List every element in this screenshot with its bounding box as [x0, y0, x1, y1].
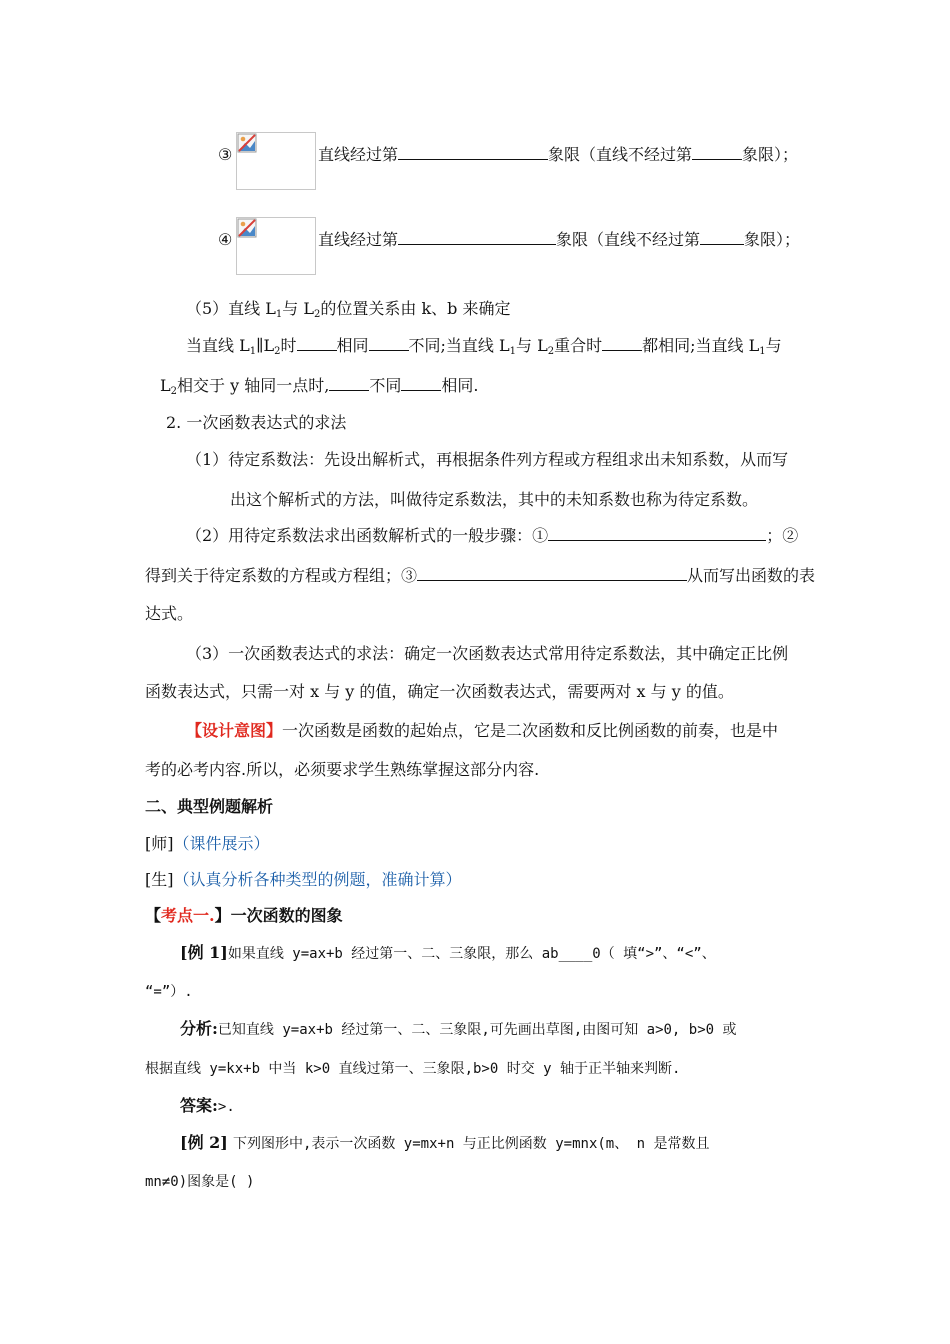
broken-image-icon — [236, 132, 316, 190]
fill-blank[interactable] — [417, 566, 687, 581]
broken-image-icon — [236, 217, 316, 275]
fill-blank[interactable] — [297, 336, 337, 351]
method-1-line-2: 出这个解析式的方法，叫做待定系数法，其中的未知系数也称为待定系数。 — [230, 490, 759, 509]
analysis-line-2: 根据直线 y=kx+b 中当 k>0 直线过第一、三象限,b>0 时交 y 轴于正半轴来判断. — [145, 1061, 681, 1077]
item-3-middle: 象限（直线不经过第 — [548, 145, 693, 164]
subsection-title: 2. 一次函数表达式的求法 — [166, 413, 347, 432]
item-4-prefix: 直线经过第 — [318, 230, 399, 249]
method-2-line-1: （2）用待定系数法求出函数解析式的一般步骤：① ；② — [186, 526, 799, 545]
teacher-line: [师]（课件展示） — [145, 834, 270, 853]
method-3-line-2: 函数表达式，只需一对 x 与 y 的值，确定一次函数表达式，需要两对 x 与 y 的值。 — [145, 682, 734, 701]
method-2-line-3: 达式。 — [145, 604, 194, 623]
point-5-line-2: $L_2$相交于 y 轴同一点时, 不同 相同. — [160, 376, 479, 397]
fill-blank[interactable] — [329, 376, 369, 391]
student-line: [生]（认真分析各种类型的例题，准确计算） — [145, 870, 462, 889]
fill-blank[interactable] — [401, 376, 441, 391]
design-intent-line-2: 考的必考内容.所以，必须要求学生熟练掌握这部分内容. — [145, 760, 540, 779]
fill-blank[interactable] — [398, 230, 556, 245]
item-4-middle: 象限（直线不经过第 — [556, 230, 701, 249]
design-intent-line-1: 【设计意图】一次函数是函数的起始点，它是二次函数和反比例函数的前奏，也是中 — [186, 721, 779, 740]
design-intent-label: 【设计意图】 — [186, 721, 283, 740]
method-2-line-2: 得到关于待定系数的方程或方程组；③ 从而写出函数的表 — [145, 566, 816, 585]
example-2-line-1: [例 2] 下列图形中,表示一次函数 y=mx+n 与正比例函数 y=mnx(m、 n 是常数且 — [180, 1133, 710, 1152]
item-3-suffix: 象限）； — [742, 145, 799, 164]
fill-blank[interactable] — [369, 336, 409, 351]
item-3-text — [318, 145, 798, 165]
example-2-line-2: mn≠0)图象是( ) — [145, 1174, 255, 1190]
example-1-line-1: [例 1]如果直线 y=ax+b 经过第一、二、三象限，那么 ab____0（ 填“>”、“<”、 — [180, 943, 716, 962]
fill-blank[interactable] — [548, 526, 766, 541]
analysis-line-1: 分析:已知直线 y=ax+b 经过第一、二、三象限,可先画出草图,由图可知 a>0, b>0 或 — [180, 1019, 737, 1038]
fill-blank[interactable] — [398, 145, 548, 160]
fill-blank[interactable] — [700, 230, 744, 245]
item-4-marker: ④ — [218, 230, 233, 249]
item-3-marker: ③ — [218, 145, 233, 164]
point-5-line-1: 当直线 $L_1\parallel L_2$时 相同 不同;当直线 $L_1$与 $L_2$重合时 都相同;当直线 $L_1$与 — [186, 336, 782, 357]
method-3-line-1: （3）一次函数表达式的求法：确定一次函数表达式常用待定系数法，其中确定正比例 — [186, 644, 789, 663]
item-4-text — [318, 230, 800, 250]
method-1-line-1: （1）待定系数法：先设出解析式，再根据条件列方程或方程组求出未知系数，从而写 — [186, 450, 789, 469]
answer-line: 答案:>. — [180, 1096, 235, 1115]
kaodian-heading: 【考点一.】一次函数的图象 — [145, 906, 343, 925]
section-title: 二、典型例题解析 — [145, 797, 274, 816]
item-3-prefix: 直线经过第 — [318, 145, 399, 164]
fill-blank[interactable] — [692, 145, 742, 160]
point-5-heading: （5）直线 $L_1$与 $L_2$的位置关系由 k、b 来确定 — [186, 299, 511, 320]
example-1-line-2: “=”）. — [145, 984, 193, 1000]
fill-blank[interactable] — [602, 336, 642, 351]
item-4-suffix: 象限）； — [744, 230, 801, 249]
